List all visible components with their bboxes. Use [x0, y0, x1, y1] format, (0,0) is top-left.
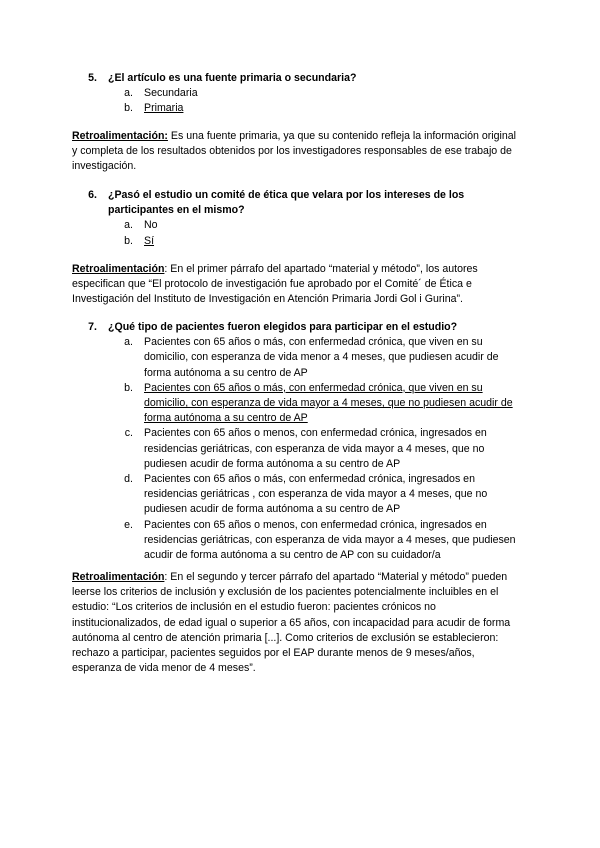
option-a [72, 335, 522, 381]
option-letter: b. [124, 102, 133, 115]
option-b-correct [72, 101, 512, 116]
option-b-correct [72, 381, 522, 427]
option-text: Pacientes con 65 años o menos, con enfermedad crónica, ingresados en residencias geriátricas, con esperanza de vida mayor a 4 meses, que pudiesen acudir de forma autónoma a su centro de AP con su cuidador/a [144, 518, 516, 562]
option-text: Pacientes con 65 años o menos, con enfermedad crónica, ingresados en residencias geriátricas, con esperanza de vida mayor a 4 meses, que no pudiesen acudir de forma autónoma a su centro de AP [144, 427, 487, 470]
feedback-label: Retroalimentación [72, 263, 165, 275]
question-5 [72, 71, 512, 117]
option-a [72, 218, 512, 233]
question-title [72, 71, 512, 86]
option-c [72, 426, 522, 472]
feedback-text: : En el primer párrafo del apartado “material y método”, los autores especifican que “El protocolo de investigación fue aprobado por el Comité´ de Ética e Investigación del Instituto de Investigación en Atención Primaria Jordi Gol i Gurina”. [72, 263, 478, 306]
option-letter: c. [124, 427, 133, 440]
question-number: 5. [88, 72, 97, 84]
question-number: 6. [88, 189, 97, 201]
option-letter: b. [124, 234, 133, 247]
feedback-7 [72, 570, 522, 676]
feedback-5 [72, 129, 522, 175]
question-text: ¿Qué tipo de pacientes fueron elegidos para participar en el estudio? [108, 321, 458, 333]
options-list [72, 335, 522, 563]
option-a [72, 86, 512, 101]
question-text: ¿Pasó el estudio un comité de ética que velara por los intereses de los participantes en el mismo? [108, 189, 465, 217]
option-letter: a. [124, 87, 133, 100]
option-letter: a. [124, 219, 133, 232]
options-list [72, 218, 512, 248]
question-title [72, 188, 512, 218]
feedback-text: Es una fuente primaria, ya que su contenido refleja la información original y completa de los resultados obtenidos por los investigadores responsables de ese trabajo de investigación. [72, 130, 516, 173]
option-letter: d. [124, 473, 133, 486]
feedback-text: : En el segundo y tercer párrafo del apartado “Material y método” pueden leerse los criterios de inclusión y exclusión de los pacientes potencialmente incluibles en el estudio: “Los criterios de inclusión en el estudio fueron: pacientes crónicos no institucionalizados, de edad igual o superior a 65 años, con incapacidad para acudir de forma autónoma al centro de atención primaria [...]. Como criterios de exclusión se establecieron: rechazo a participar, pacientes seguidos por el EAP durante menos de 9 meses/años, esperanza de vida menor de 4 meses”. [72, 571, 511, 675]
option-text: Sí [144, 234, 155, 247]
option-text: Primaria [144, 102, 184, 115]
option-text: Pacientes con 65 años o más, con enfermedad crónica, ingresados en residencias geriátricas , con esperanza de vida mayor a 4 meses, que no pudiesen acudir de forma autónoma a su centro de AP [144, 473, 488, 516]
option-e [72, 518, 522, 564]
option-text: No [144, 219, 158, 232]
question-number: 7. [88, 321, 97, 333]
question-text: ¿El artículo es una fuente primaria o secundaria? [108, 72, 357, 84]
option-d [72, 472, 522, 518]
options-list [72, 86, 512, 116]
option-text: Pacientes con 65 años o más, con enfermedad crónica, que viven en su domicilio, con esperanza de vida menor a 4 meses, que pudiesen acudir de forma autónoma a su centro de AP [144, 336, 499, 379]
option-letter: a. [124, 336, 133, 349]
option-text: Secundaria [144, 87, 198, 100]
question-7 [72, 320, 522, 563]
feedback-label: Retroalimentación: [72, 130, 168, 142]
option-text: Pacientes con 65 años o más, con enfermedad crónica, que viven en su domicilio, con esperanza de vida mayor a 4 meses, que no pudiesen acudir de forma autónoma a su centro de AP [144, 381, 513, 425]
feedback-6 [72, 262, 522, 308]
option-letter: e. [124, 518, 133, 531]
option-letter: b. [124, 381, 133, 394]
feedback-label: Retroalimentación [72, 571, 165, 583]
question-title [72, 320, 522, 335]
question-6 [72, 188, 512, 249]
option-b-correct [72, 234, 512, 249]
